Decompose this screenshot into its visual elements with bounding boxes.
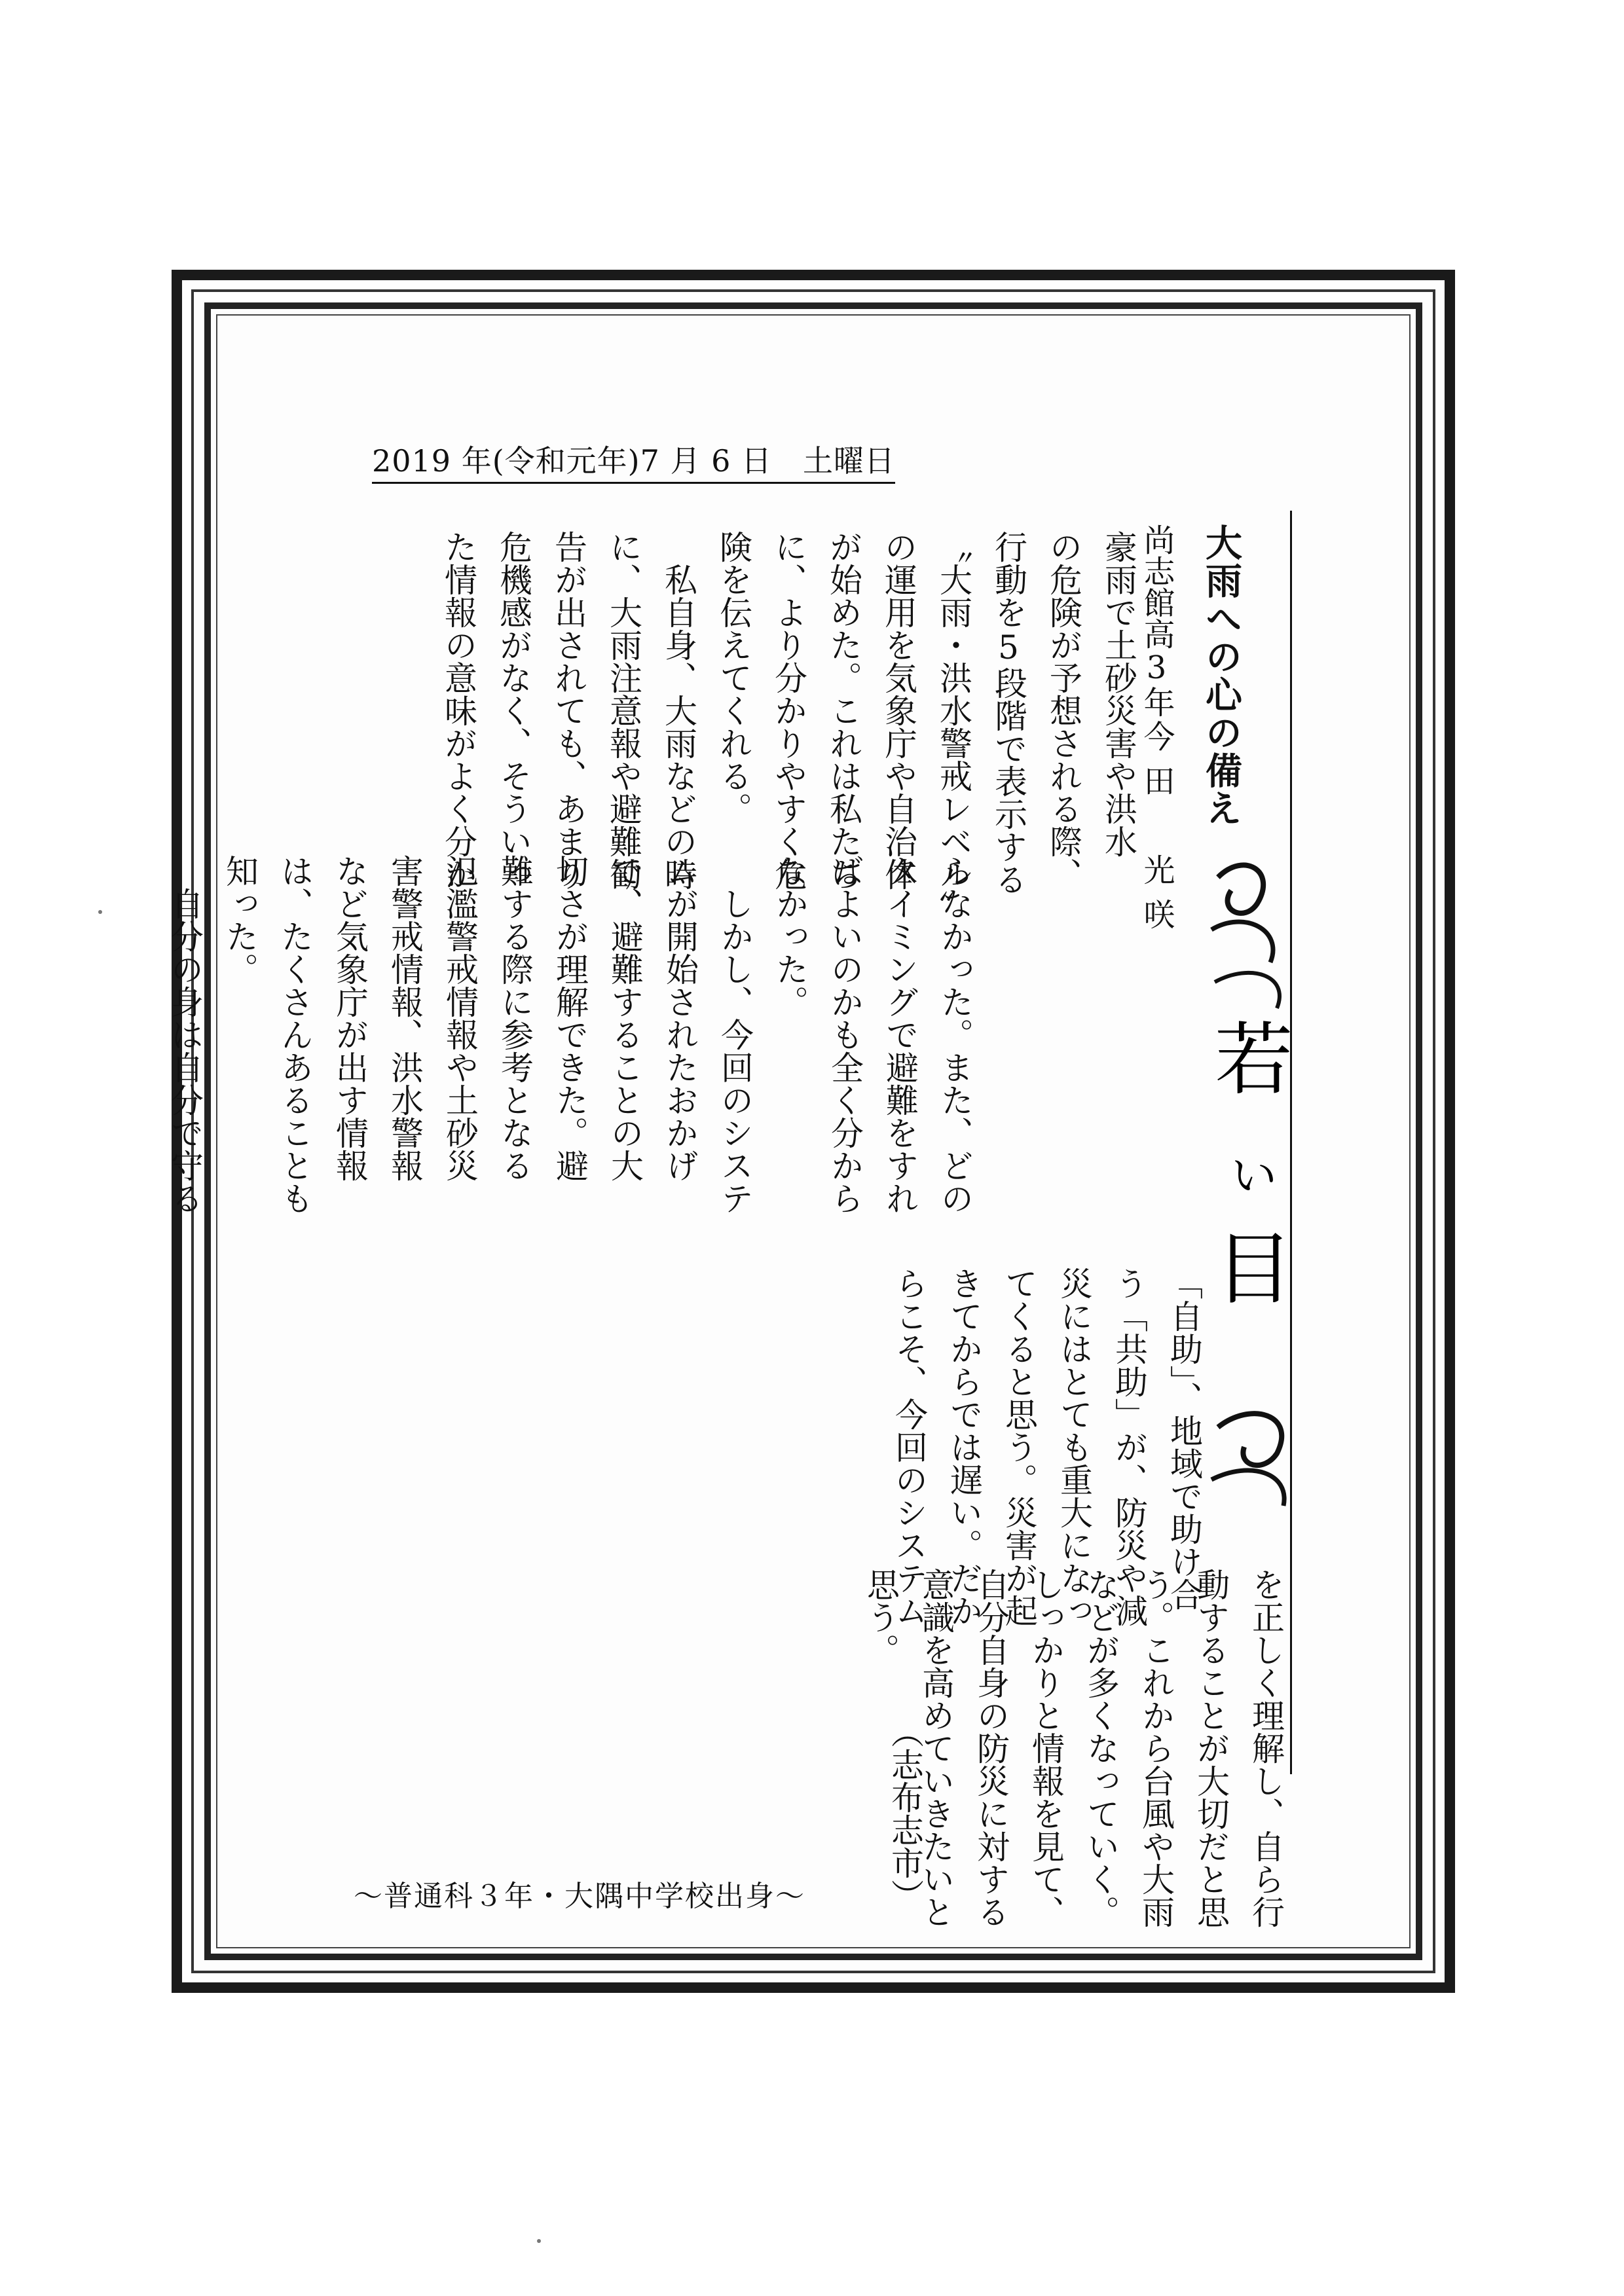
column-logo-char: 目 (1215, 1224, 1293, 1315)
scan-speck (98, 910, 102, 914)
article-body-part3: 「自助」、地域で助け合 う「共助」が、防災や減 災にはとても重大になっ てくると思う。災害が起 きてからでは遅い。だか らこそ、今回のシステム (890, 1267, 1203, 1627)
column-logo-char: 若 (1215, 1015, 1293, 1106)
article-body-part1: 豪雨で土砂災害や洪水 の危険が予想される際、 行動を5段階で表示する 〝大雨・洪水警戒レベル〟 の運用を気象庁や自治体 が始めた。これは私たち に、より分かりやすく危 険を伝えてくれる。 私自身、大雨などの時 に、大雨注意報や避難勧 告が出されても、あまり 危機感がなく、そういっ た情報の意味がよく分か (439, 530, 1137, 923)
author-location: （志布志市） (886, 1715, 924, 1912)
column-logo-char: い (1231, 1149, 1277, 1203)
article-body-part2: らなかった。また、どの タイミングで避難をすれ ばよいのかも全く分から なかった。 しかし、今回のシステ ムが開始されたおかげ で、避難することの大 切さが理解できた。避 難する際に参考となる 氾濫警戒情報や土砂災 害警戒情報、洪水警報 など気象庁が出す情報 は、たくさんあることも 知った。 自分の身は自分で守る (166, 854, 974, 1214)
author-name: 今田 光咲 (1138, 720, 1175, 943)
author-school: 尚志館高3年 (1138, 524, 1175, 718)
author-profile-footer: ～普通科３年・大隅中学校出身～ (354, 1880, 805, 1913)
article-body-part4: を正しく理解し、自ら行 動することが大切だと思 う。これから台風や大雨 などが多くなっていく。 しっかりと情報を見て、 自分自身の防災に対する 意識を高めていきたいと 思う。 (862, 1568, 1285, 1928)
scan-speck (537, 2239, 541, 2243)
publication-date: 2019 年(令和元年)7 月 6 日 土曜日 (372, 437, 895, 484)
column-logo-wakaime (1205, 851, 1303, 1519)
article-title: 大雨への心の備え (1200, 524, 1242, 828)
